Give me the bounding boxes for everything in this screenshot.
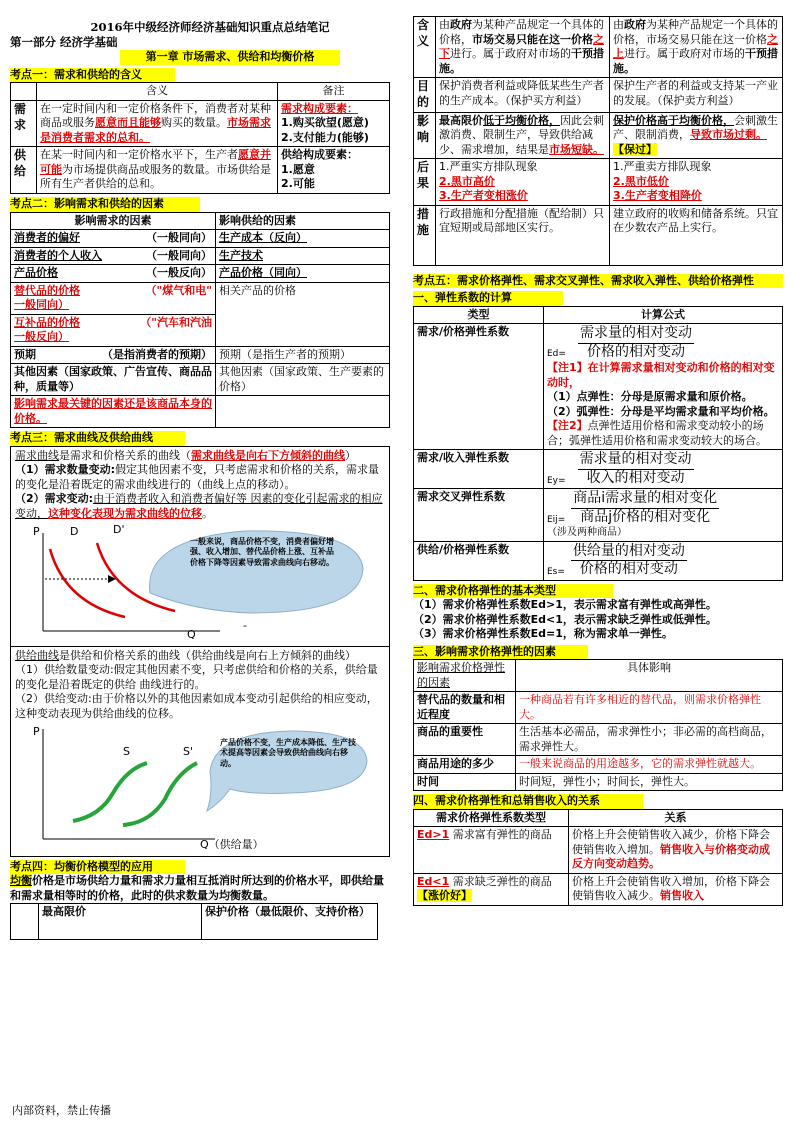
factor-time: 时间 <box>414 773 516 791</box>
part-heading: 第一部分 经济学基础 <box>10 35 118 50</box>
type-cross-elasticity: 需求交叉弹性系数 <box>414 489 544 541</box>
kd5-heading: 考点五：需求价格弹性、需求交叉弹性、需求收入弹性、供给价格弹性 <box>413 274 783 289</box>
factors-table: 影响需求的因素 影响供给的因素 消费者的偏好 （一般同向） 生产成本（反向） 消费者的个人收入 （一般同向） 生产技术 产品价格 （一般反向） 产品价格（同向） 替代品的价格 （"煤气和电" 一般同向） 相关产品的价格 互补品的价格 （"汽车和汽油 一般反向） 预期 （是指消费者的预期） 预期（是指生产者的预期） 其他因素（国家政策、广告宣传、商品品种，质量等） 其他因素（国家政策、生产要素的价格） 影响需求最关键的因素还是该商品本身的价格。 <box>10 212 390 429</box>
demand-quantity-change: （1）需求数量变动:假定其他因素不变，只考虑需求和价格的关系，需求量的变化是沿着既定的需求曲线进行的（曲线上点的移动）。 <box>15 463 380 491</box>
equilibrium-def: 均衡价格是市场供给力量和需求力量相互抵消时所达到的价格水平，即供给量和需求量相等时的价格，此时的供求数量为均衡数量。 <box>10 874 384 902</box>
elasticity-calc-heading: 一、弹性系数的计算 <box>413 291 563 306</box>
row-head-meaning: 含义 <box>414 17 436 78</box>
document-title: 2016年中级经济师经济基础知识重点总结笔记 <box>90 20 330 34</box>
price-control-table <box>413 16 783 266</box>
min-price-consequence: 1.严重卖方排队现象 2.黑市低价 3.生产者变相降价 <box>610 159 783 206</box>
factor-substitutes: 替代品的数量和相近程度 <box>414 692 516 724</box>
type-price-elasticity: 需求/价格弹性系数 <box>414 324 544 450</box>
row-head-measure: 措施 <box>414 205 436 265</box>
factor-row: 其他因素（国家政策、广告宣传、商品品种，质量等） <box>11 364 216 396</box>
col-max-price: 最高限价 <box>39 904 202 940</box>
elasticity-factors-heading: 三、影响需求价格弹性的因素 <box>413 645 588 660</box>
elasticity-types-heading: 二、需求价格弹性的基本类型 <box>413 584 613 599</box>
kd4-heading: 考点四：均衡价格模型的应用 <box>10 860 185 875</box>
formula-price-elasticity: Ed= $\frac{\text{需求量的相对变动}}{\text{价格的相对变动}}$ 【注1】在计算需求量相对变动和价格的相对变动时， （1）点弹性：分母是原需求量和原价格。 （2）弧弹性：分母是平均需求量和平均价格。 【注2】点弹性适用价格和需求变动较小的场合；弧弹性适用价格和需求变动较大的场合。 <box>544 324 783 450</box>
col-type: 类型 <box>414 306 544 324</box>
supply-curve-s <box>73 763 147 821</box>
max-price-consequence: 1.严重实方排队现象 2.黑市高价 3.生产者变相涨价 <box>436 159 610 206</box>
min-price-purpose: 保护生产者的利益或支持某一产业的发展。（保护卖方利益） <box>610 78 783 113</box>
effect-uses: 一般来说商品的用途越多，它的需求弹性就越大。 <box>516 756 783 774</box>
max-price-purpose: 保护消费者利益或降低某些生产者的生产成本。（保护买方利益） <box>436 78 610 113</box>
demand-shift-graph <box>15 521 385 639</box>
price-control-header <box>10 903 378 940</box>
formula-supply-elasticity: Es= $\frac{\text{供给量的相对变动}}{\text{价格的相对变动}}$ <box>544 541 783 580</box>
supply-change: （2）供给变动:由于价格以外的其他因素如成本变动引起供给的相应变动，这种变动表现为供给曲线的位移。 <box>15 692 378 720</box>
elasticity-type-3: （3）需求价格弹性系数Ed=1，称为需求单一弹性。 <box>413 627 673 641</box>
inelastic-type: Ed<1 需求缺乏弹性的商品 【涨价好】 <box>414 873 569 905</box>
factor-uses: 商品用途的多少 <box>414 756 516 774</box>
factor-row: 互补品的价格 （"汽车和汽油 一般反向） <box>11 314 216 346</box>
supply-shift-graph <box>15 721 385 849</box>
elasticity-formula-table <box>413 306 783 581</box>
axis-q-label: Q（供给量） <box>200 838 264 850</box>
footer-note: 内部资料，禁止传播 <box>12 1104 111 1117</box>
min-price-measure: 建立政府的收购和储备系统。只宜在少数农产品上实行。 <box>610 205 783 265</box>
curve-s2-label: S' <box>183 745 194 759</box>
bubble-text: 产品价格不变，生产成本降低、生产技术提高等因素会导致供给曲线向右移动。 <box>220 738 356 769</box>
factor-row: 预期 （是指消费者的预期） <box>11 346 216 364</box>
demand-curve-d <box>50 549 125 617</box>
axis-p-label: P <box>33 725 40 739</box>
col-effect: 具体影响 <box>516 660 783 692</box>
col-min-price: 保护价格（最低限价、支持价格） <box>202 904 378 940</box>
demand-supply-meaning-table <box>10 82 390 194</box>
row-head-purpose: 目的 <box>414 78 436 113</box>
row-head-consequence: 后果 <box>414 159 436 206</box>
col-supply-factors: 影响供给的因素 <box>216 212 390 230</box>
elasticity-type-1: （1）需求价格弹性系数Ed>1，表示需求富有弹性或高弹性。 <box>413 598 717 612</box>
demand-head: 需求 <box>11 100 37 147</box>
inelastic-relation: 价格上升会使销售收入增加，价格下降会使销售收入减少。销售收入 <box>569 873 783 905</box>
min-price-meaning: 由政府为某种产品规定一个具体的价格，市场交易只能在这一价格之上进行。属于政府对市场的干预措施。 <box>610 17 783 78</box>
demand-curve-box <box>10 446 390 647</box>
effect-substitutes: 一种商品若有许多相近的替代品，则需求价格弹性大。 <box>516 692 783 724</box>
formula-income-elasticity: Ey= $\frac{\text{需求量的相对变动}}{\text{收入的相对变动}}$ <box>544 450 783 489</box>
dash-mark: - <box>243 619 247 633</box>
supply-meaning: 在某一时间内和一定价格水平下，生产者愿意并可能为市场提供商品或服务的数量。市场供给是所有生产者供给的总和。 <box>37 147 278 194</box>
supply-curve-s2 <box>123 763 197 825</box>
supply-quantity-change: （1）供给数量变动:假定其他因素不变，只考虑供给和价格的关系，供给量的变化是沿着既定的供给 曲线进行的。 <box>15 663 378 691</box>
revenue-relation-table <box>413 809 783 906</box>
factor-row: 产品价格 （一般反向） <box>11 265 216 283</box>
factor-row: 替代品的价格 （"煤气和电" 一般同向） <box>11 282 216 314</box>
row-head-impact: 影响 <box>414 112 436 159</box>
left-column <box>10 20 390 1110</box>
col-elasticity-type: 需求价格弹性系数类型 <box>414 809 569 827</box>
min-price-impact: 保护价格高于均衡价格，会刺激生产、限制消费，导致市场过剩。【保过】 <box>610 112 783 159</box>
kd1-heading: 考点一：需求和供给的含义 <box>10 68 175 83</box>
revenue-relation-heading: 四、需求价格弹性和总销售收入的关系 <box>413 794 643 809</box>
col-relation: 关系 <box>569 809 783 827</box>
elasticity-factors-table <box>413 659 783 791</box>
right-column <box>413 16 783 1116</box>
supply-curve-box <box>10 647 390 857</box>
elasticity-type-2: （2）需求价格弹性系数Ed<1，表示需求缺乏弹性或低弹性。 <box>413 612 717 626</box>
type-supply-elasticity: 供给/价格弹性系数 <box>414 541 544 580</box>
factor-importance: 商品的重要性 <box>414 724 516 756</box>
demand-note: 需求构成要素： 1.购买欲望(愿意) 2.支付能力(能够) <box>278 100 390 147</box>
factor-row: 消费者的个人收入 （一般同向） <box>11 247 216 265</box>
bubble-text: 一般来说，商品价格不变，消费者偏好增强、收入增加、替代品价格上涨、互补品价格下降等因素导致需求曲线向右移动。 <box>190 537 334 568</box>
demand-meaning: 在一定时间内和一定价格条件下，消费者对某种商品或服务愿意而且能够购买的数量。市场需求是消费者需求的总和。 <box>37 100 278 147</box>
axis-q-label: Q <box>187 628 196 640</box>
curve-d2-label: D' <box>113 523 125 537</box>
curve-s-label: S <box>123 745 130 759</box>
factor-key-note: 影响需求最关键的因素还是该商品本身的价格。 <box>11 396 216 428</box>
col-formula: 计算公式 <box>544 306 783 324</box>
demand-change: （2）需求变动:由于消费者收入和消费者偏好等 因素的变化引起需求的相应变动，这种变化表现为需求曲线的位移。 <box>15 492 383 520</box>
supply-note: 供给构成要素： 1.愿意 2.可能 <box>278 147 390 194</box>
elastic-relation: 价格上升会使销售收入减少，价格下降会使销售收入增加。销售收入与价格变动成反方向变动趋势。 <box>569 827 783 874</box>
effect-importance: 生活基本必需品，需求弹性小；非必需的高档商品，需求弹性大。 <box>516 724 783 756</box>
effect-time: 时间短，弹性小；时间长，弹性大。 <box>516 773 783 791</box>
col-factor: 影响需求价格弹性的因素 <box>414 660 516 692</box>
factor-row: 消费者的偏好 （一般同向） <box>11 230 216 248</box>
col-demand-factors: 影响需求的因素 <box>11 212 216 230</box>
max-price-meaning: 由政府为某种产品规定一个具体的价格，市场交易只能在这一价格之下进行。属于政府对市场的干预措施。 <box>436 17 610 78</box>
max-price-impact: 最高限价低于均衡价格，因此会刺激消费、限制生产，导致供给减少、需求增加，结果是市场短缺。 <box>436 112 610 159</box>
chapter-heading: 第一章 市场需求、供给和均衡价格 <box>120 50 340 65</box>
supply-head: 供给 <box>11 147 37 194</box>
max-price-measure: 行政措施和分配措施（配给制）只宜短期或局部地区实行。 <box>436 205 610 265</box>
col-note: 备注 <box>278 83 390 101</box>
curve-d-label: D <box>70 525 79 539</box>
kd3-heading: 考点三：需求曲线及供给曲线 <box>10 431 185 446</box>
demand-curve-def: 需求曲线是需求和价格关系的曲线（需求曲线是向右下方倾斜的曲线） <box>15 448 356 462</box>
axis-p-label: P <box>33 525 40 539</box>
elastic-type: Ed>1 需求富有弹性的商品 <box>414 827 569 874</box>
type-income-elasticity: 需求/收入弹性系数 <box>414 450 544 489</box>
kd2-heading: 考点二：影响需求和供给的因素 <box>10 197 200 212</box>
supply-curve-def: 供给曲线是供给和价格关系的曲线（供给曲线是向右上方倾斜的曲线） <box>15 648 356 662</box>
formula-cross-elasticity: Eij= $\frac{\text{商品i需求量的相对变化}}{\text{商品j价格的相对变化}}$ （涉及两种商品） <box>544 489 783 541</box>
col-meaning: 含义 <box>37 83 278 101</box>
